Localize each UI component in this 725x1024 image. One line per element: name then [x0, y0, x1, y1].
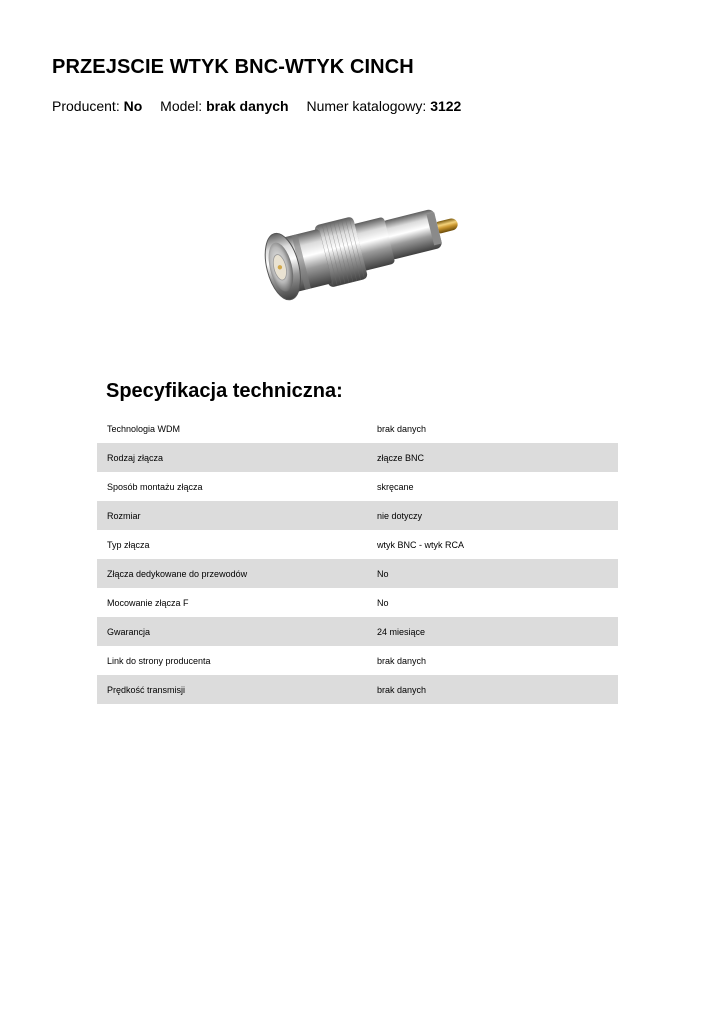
- spec-title: Specyfikacja techniczna:: [106, 380, 343, 402]
- page-title: PRZEJSCIE WTYK BNC-WTYK CINCH: [52, 56, 414, 78]
- spec-value: brak danych: [367, 675, 618, 704]
- model-info: [160, 98, 288, 114]
- spec-label: Technologia WDM: [107, 423, 181, 434]
- spec-value: No: [367, 559, 618, 588]
- spec-label: Prędkość transmisji: [97, 675, 367, 704]
- spec-label: Rozmiar: [97, 501, 367, 530]
- product-image: [238, 190, 478, 318]
- spec-table: [97, 414, 618, 704]
- spec-label: Typ złącza: [107, 539, 150, 550]
- spec-value: skręcane: [377, 481, 414, 492]
- model-label: Model:: [160, 98, 203, 114]
- table-row: [97, 414, 618, 443]
- spec-value: No: [377, 597, 389, 608]
- spec-label: Sposób montażu złącza: [107, 481, 203, 492]
- spec-value: brak danych: [377, 655, 427, 666]
- spec-label: Mocowanie złącza F: [107, 597, 189, 608]
- table-row: [97, 617, 618, 646]
- spec-label: Link do strony producenta: [107, 655, 211, 666]
- table-row: [97, 443, 618, 472]
- producer-info: [52, 98, 142, 114]
- model-value: brak danych: [206, 98, 289, 114]
- producer-label: Producent:: [52, 98, 120, 114]
- table-row: [97, 472, 618, 501]
- table-row: [97, 646, 618, 675]
- table-row: [97, 588, 618, 617]
- spec-value: 24 miesiące: [367, 617, 618, 646]
- catalog-info: [306, 98, 461, 114]
- spec-value: wtyk BNC - wtyk RCA: [377, 539, 465, 550]
- spec-value: złącze BNC: [367, 443, 618, 472]
- table-row: [97, 501, 618, 530]
- table-row: [97, 530, 618, 559]
- spec-label: Rodzaj złącza: [97, 443, 367, 472]
- spec-value: nie dotyczy: [367, 501, 618, 530]
- catalog-label: Numer katalogowy:: [306, 98, 427, 114]
- spec-value: brak danych: [377, 423, 427, 434]
- spec-label: Gwarancja: [97, 617, 367, 646]
- spec-label: Złącza dedykowane do przewodów: [97, 559, 367, 588]
- table-row: [97, 559, 618, 588]
- table-row: [97, 675, 618, 704]
- product-meta: [52, 98, 475, 114]
- producer-value: No: [123, 98, 143, 114]
- catalog-number: 3122: [430, 98, 462, 114]
